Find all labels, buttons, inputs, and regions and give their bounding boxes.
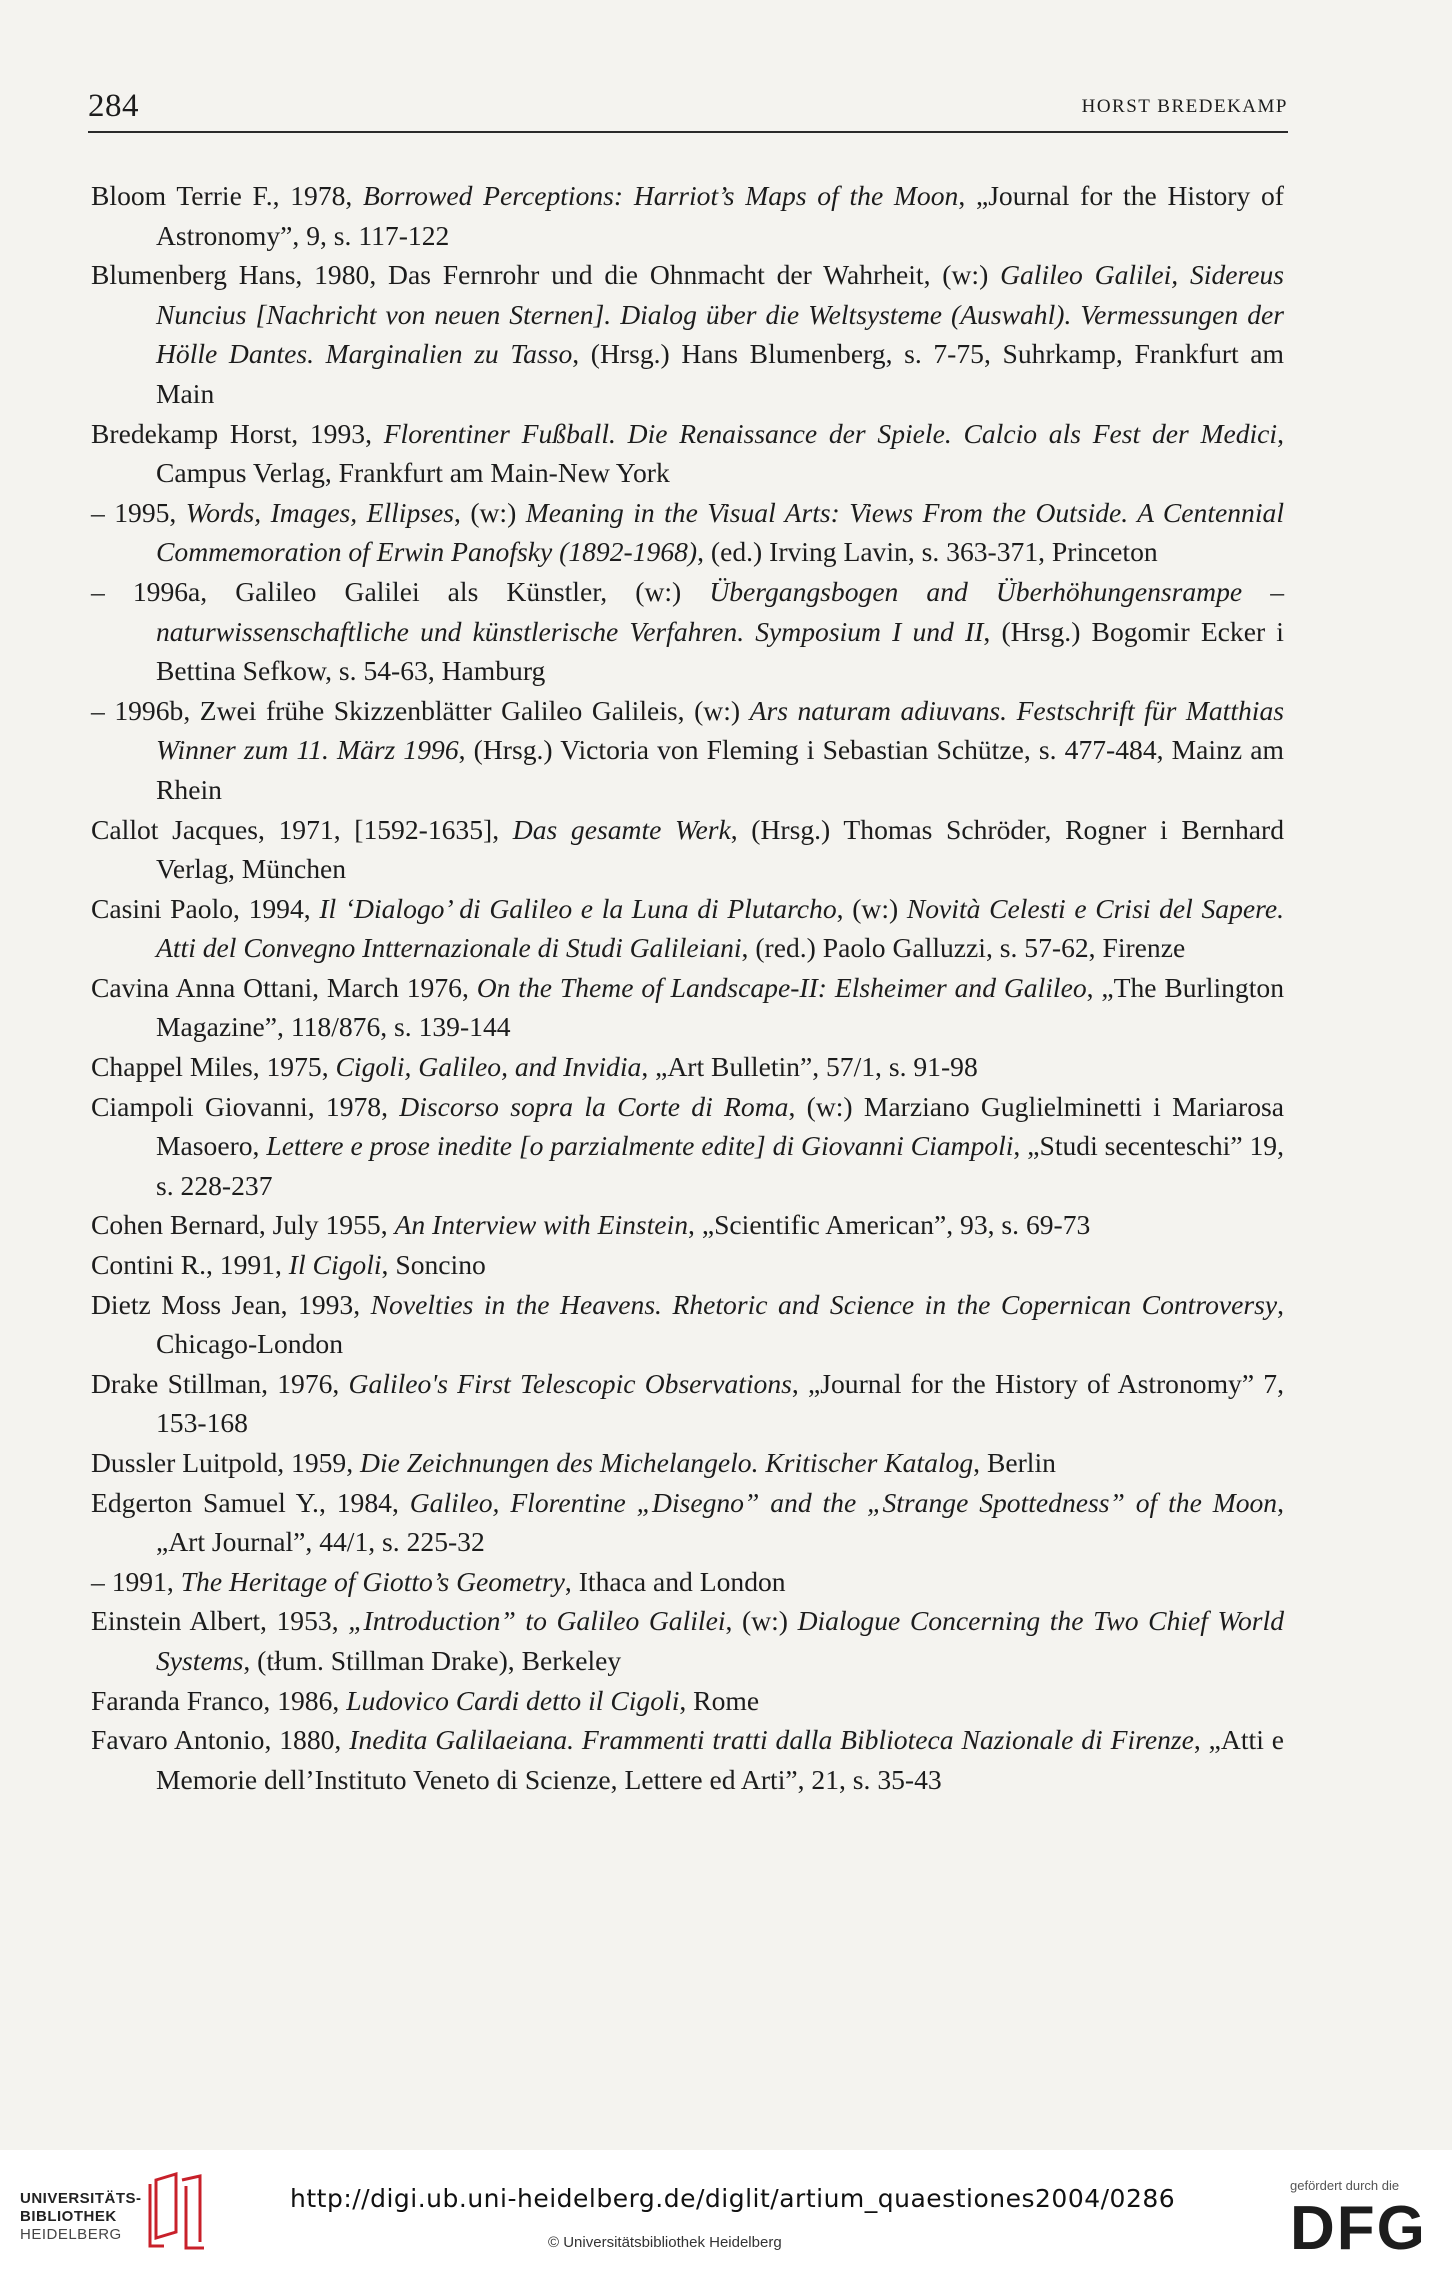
bibliography-entry — [91, 1562, 1284, 1602]
bibliography-entry — [91, 1483, 1284, 1562]
entry-text: , (Hrsg.) Thomas Schröder, Rogner i Bernhard Verlag, München — [156, 813, 1284, 885]
entry-text: Cavina Anna Ottani, March 1976, — [91, 971, 477, 1003]
page-number: 284 — [88, 88, 139, 124]
entry-title-italic: The Heritage of Giotto’s Geometry — [180, 1565, 565, 1597]
entry-text: , (tłum. Stillman Drake), Berkeley — [243, 1644, 622, 1676]
dfg-logo: DFG — [1290, 2194, 1427, 2263]
bibliography-entry — [91, 1285, 1284, 1364]
header-rule — [88, 131, 1288, 133]
entry-text: , „The Burlington Magazine”, 118/876, s. 139-144 — [156, 971, 1284, 1043]
bibliography-entry — [91, 1601, 1284, 1680]
entry-title-italic: Meaning in the Visual Arts: Views From the Outside. A Centennial Commemoration of Erwin Panofsky (1892-1968) — [156, 496, 1284, 568]
footer-bar — [0, 2150, 1452, 2269]
entry-text: Bloom Terrie F., 1978, — [91, 180, 364, 211]
entry-title-italic: Florentiner Fußball. Die Renaissance der Spiele. Calcio als Fest der Medici — [383, 417, 1278, 449]
entry-text: , Soncino — [381, 1249, 486, 1281]
copyright-notice: © Universitätsbibliothek Heidelberg — [548, 2234, 782, 2251]
entry-text: Chappel Miles, 1975, — [91, 1051, 336, 1083]
entry-text: Contini R., 1991, — [91, 1249, 289, 1281]
entry-text: , (w:) — [453, 496, 526, 528]
entry-text: Edgerton Samuel Y., 1984, — [91, 1486, 410, 1518]
entry-title-italic: Novità Celesti e Crisi del Sapere. Atti del Convegno Intternazionale di Studi Galileiani — [156, 892, 1284, 964]
bibliography-list — [91, 176, 1284, 1799]
entry-text: , Campus Verlag, Frankfurt am Main-New York — [156, 417, 1284, 489]
digital-copy-link[interactable]: http://digi.ub.uni-heidelberg.de/diglit/artium_quaestiones2004/0286 — [290, 2184, 1176, 2213]
entry-title-italic: Lettere e prose inedite [o parzialmente edite] di Giovanni Ciampoli — [266, 1130, 1014, 1162]
entry-text: , (Hrsg.) Hans Blumenberg, s. 7-75, Suhrkamp, Frankfurt am Main — [156, 338, 1284, 409]
entry-text: , „Scientific American”, 93, s. 69-73 — [688, 1209, 1091, 1241]
entry-title-italic: Inedita Galilaeiana. Frammenti tratti dalla Biblioteca Nazionale di Firenze — [349, 1724, 1194, 1756]
entry-text: , (w:) — [725, 1605, 798, 1637]
library-name-line: UNIVERSITÄTS- — [20, 2190, 142, 2207]
entry-text: , „Art Journal”, 44/1, s. 225-32 — [156, 1486, 1284, 1558]
entry-text: – 1991, — [91, 1565, 181, 1597]
bibliography-entry — [91, 1720, 1284, 1799]
library-name-line: HEIDELBERG — [20, 2226, 122, 2243]
bibliography-entry — [91, 1205, 1284, 1245]
entry-text: Bredekamp Horst, 1993, — [91, 417, 384, 449]
bibliography-entry — [91, 414, 1284, 493]
entry-title-italic: Galileo, Florentine „Disegno” and the „Strange Spottedness” of the Moon — [409, 1486, 1278, 1518]
entry-text: , „Journal for the History of Astronomy”, 9, s. 117-122 — [156, 180, 1284, 251]
entry-text: Drake Stillman, 1976, — [91, 1367, 349, 1399]
bibliography-entry — [91, 255, 1284, 413]
entry-text: , Ithaca and London — [564, 1565, 786, 1597]
entry-text: Faranda Franco, 1986, — [91, 1684, 347, 1716]
entry-title-italic: Words, Images, Ellipses — [185, 496, 454, 528]
entry-text: Casini Paolo, 1994, — [91, 892, 320, 924]
entry-text: , „Journal for the History of Astronomy” 7, 153-168 — [156, 1367, 1284, 1439]
running-head: HORST BREDEKAMP — [1081, 96, 1288, 117]
entry-title-italic: Dialogue Concerning the Two Chief World Systems — [156, 1605, 1285, 1676]
bibliography-entry — [91, 1364, 1284, 1443]
entry-text: Ciampoli Giovanni, 1978, — [91, 1090, 400, 1122]
entry-text: , (w:) Marziano Guglielminetti i Mariarosa Masoero, — [156, 1090, 1284, 1162]
entry-title-italic: Discorso sopra la Corte di Roma — [399, 1090, 789, 1122]
entry-text: , (red.) Paolo Galluzzi, s. 57-62, Firenze — [741, 932, 1186, 964]
entry-title-italic: „Introduction” to Galileo Galilei — [348, 1605, 726, 1637]
bibliography-entry — [91, 1047, 1284, 1087]
entry-title-italic: Borrowed Perceptions: Harriot’s Maps of the Moon — [363, 180, 959, 211]
bibliography-entry — [91, 1245, 1284, 1285]
entry-text: Callot Jacques, 1971, [1592-1635], — [91, 813, 513, 845]
bibliography-entry — [91, 691, 1284, 810]
bibliography-entry — [91, 1087, 1284, 1206]
entry-title-italic: Das gesamte Werk — [512, 813, 731, 845]
bibliography-entry — [91, 810, 1284, 889]
entry-text: , (w:) — [836, 892, 907, 924]
library-name — [20, 2190, 142, 2244]
entry-text: Favaro Antonio, 1880, — [91, 1724, 350, 1756]
entry-text: Dietz Moss Jean, 1993, — [91, 1288, 371, 1320]
entry-text: Dussler Luitpold, 1959, — [91, 1447, 361, 1478]
page-header — [88, 88, 1288, 130]
entry-text: , (Hrsg.) Victoria von Fleming i Sebastian Schütze, s. 477-484, Mainz am Rhein — [156, 734, 1284, 805]
entry-title-italic: Galileo Galilei, Sidereus Nuncius [Nachricht von neuen Sternen]. Dialog über die Weltsysteme (Auswahl). Vermessungen der Hölle Dantes. Marginalien zu Tasso — [156, 259, 1285, 370]
entry-text: – 1996a, Galileo Galilei als Künstler, (w:) — [91, 575, 710, 607]
entry-title-italic: An Interview with Einstein — [394, 1209, 689, 1241]
entry-text: , Chicago-London — [156, 1288, 1284, 1360]
entry-text: , Rome — [679, 1684, 760, 1716]
entry-title-italic: Die Zeichnungen des Michelangelo. Kritischer Katalog — [360, 1447, 974, 1478]
entry-title-italic: Ludovico Cardi detto il Cigoli — [346, 1684, 680, 1716]
entry-text: , (ed.) Irving Lavin, s. 363-371, Princeton — [697, 536, 1158, 568]
entry-text: , „Studi secenteschi” 19, s. 228-237 — [156, 1130, 1284, 1201]
funder-caption: gefördert durch die — [1290, 2178, 1400, 2193]
entry-title-italic: Übergangsbogen and Überhöhungensrampe – naturwissenschaftliche und künstlerische Verfahren. Symposium I und II — [156, 575, 1285, 647]
entry-title-italic: Galileo's First Telescopic Observations — [348, 1367, 792, 1399]
entry-text: , „Art Bulletin”, 57/1, s. 91-98 — [641, 1051, 978, 1083]
entry-text: , „Atti e Memorie dell’Instituto Veneto di Scienze, Lettere ed Arti”, 21, s. 35-43 — [156, 1724, 1285, 1795]
entry-title-italic: On the Theme of Landscape-II: Elsheimer and Galileo — [476, 971, 1087, 1003]
bibliography-entry — [91, 1443, 1284, 1483]
entry-text: – 1995, — [91, 496, 186, 528]
entry-title-italic: Il ‘Dialogo’ di Galileo e la Luna di Plutarcho — [319, 892, 837, 924]
bibliography-entry — [91, 1681, 1284, 1721]
bibliography-entry — [91, 493, 1284, 572]
library-name-line: BIBLIOTHEK — [20, 2208, 117, 2225]
entry-title-italic: Ars naturam adiuvans. Festschrift für Matthias Winner zum 11. März 1996 — [156, 694, 1284, 766]
entry-text: – 1996b, Zwei frühe Skizzenblätter Galileo Galileis, (w:) — [91, 694, 750, 726]
entry-title-italic: Cigoli, Galileo, and Invidia — [335, 1051, 642, 1083]
bibliography-entry — [91, 572, 1284, 691]
entry-title-italic: Novelties in the Heavens. Rhetoric and Science in the Copernican Controversy — [370, 1288, 1278, 1320]
university-library-logo-icon — [142, 2172, 212, 2252]
entry-text: Cohen Bernard, July 1955, — [91, 1209, 395, 1241]
entry-text: Einstein Albert, 1953, — [91, 1605, 349, 1637]
entry-text: , Berlin — [973, 1447, 1056, 1478]
entry-title-italic: Il Cigoli — [288, 1249, 382, 1281]
bibliography-entry — [91, 889, 1284, 968]
entry-text: , (Hrsg.) Bogomir Ecker i Bettina Sefkow, s. 54-63, Hamburg — [156, 615, 1284, 687]
bibliography-entry — [91, 968, 1284, 1047]
bibliography-entry — [91, 176, 1284, 255]
entry-text: Blumenberg Hans, 1980, Das Fernrohr und die Ohnmacht der Wahrheit, (w:) — [91, 259, 1001, 291]
